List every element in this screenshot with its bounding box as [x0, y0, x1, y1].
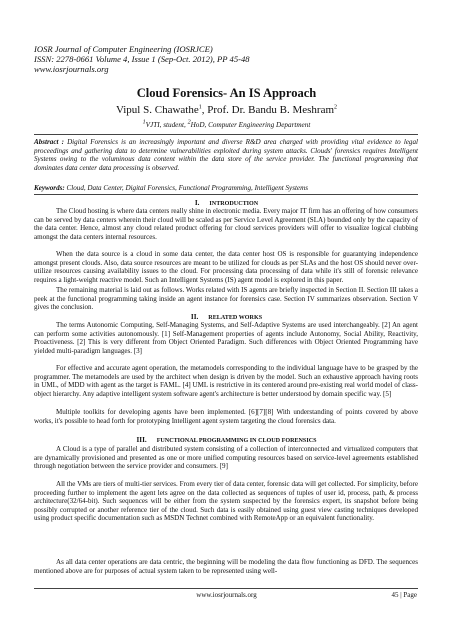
abstract-bottom-rule [34, 194, 418, 195]
footer-url: www.iosrjournals.org [196, 591, 257, 599]
affiliation-2: HoD, Computer Engineering Department [190, 121, 311, 129]
footer-page-number: 45 | Page [391, 591, 417, 599]
section-heading-related [0, 313, 453, 321]
journal-header [34, 44, 250, 74]
paragraph: The terms Autonomic Computing, Self-Managing Systems, and Self-Adaptive Systems are used interchangeably. [2] An agent can perform some activities autonomously. [1] Self-Management properties of agents include Autonomy, Social Ability, Reactivity, Proactiveness. [2] This is very different from Object Oriented Paradigm. Such differences with Object Oriented Programming have yielded multi-paradigm languages. [3] [34, 321, 418, 355]
keywords-text: Cloud, Data Center, Digital Forensics, Functional Programming, Intelligent Systems [64, 184, 308, 192]
paragraph: All the VMs are tiers of multi-tier services. From every tier of data center, forensic data will get collected. For simplicity, before proceeding further to implement the agent lets agree on the data collected as sequences of tuples of user id, process, path, & process architecture(32/64-bit). Such sequences will be either from the system suspected by the forensics expert, its snapshot before being possibly corrupted or another reference tier of the cloud. Such data is easily obtained using guest view casting techniques developed using product specific documentation such as MSDN Technet combined with RemoteApp or an equivalent functionality. [34, 480, 418, 523]
paragraph: The remaining material is laid out as follows. Works related with IS agents are briefly inspected in Section II. Section III takes a peek at the functional programming taking inside an agent instance for forensics case. Section IV summarizes observation. Section V gives the conclusion. [34, 286, 418, 312]
author-1-sup: 1 [198, 104, 202, 111]
author-1: Vipul S. Chawathe [115, 104, 199, 116]
paragraph: The Cloud hosting is where data centers really shine in electronic media. Every major IT firm has an offering of how consumers can be served by data centers wherein their cloud will be scaled as per Service Level Agreement (SLA) bounded only by the capacity of the data center. Hence, almost any cloud related product offering for cloud services providers will offer to visualize logical clubbing amongst the data centers internal resources. [34, 207, 418, 241]
affiliation-1: VJTI, student, [145, 121, 188, 129]
section-number: II. [190, 313, 199, 321]
paragraph: As all data center operations are data centric, the beginning will be modeling the data flow functioning as DFD. The sequences mentioned above are for purposes of actual system taken to be represented using well- [34, 558, 418, 575]
paragraph: For effective and accurate agent operation, the metamodels corresponding to the individual language have to be grasped by the programmer. The metamodels are used by the architect when design is driven by the model. Such an exhaustive approach having roots in UML, of MDD with agent as the target is FAML. [4] UML is restrictive in its centered around pre-existing real world model of class-object hierarchy. Any adaptive intelligent system software agent's architecture is better understood by domain specific way. [5] [34, 364, 418, 398]
affiliation-sup-2: 2 [187, 119, 191, 126]
affiliation-sup-1: 1 [142, 119, 146, 126]
author-2-sup: 2 [334, 104, 338, 111]
paragraph: When the data source is a cloud in some data center, the data center host OS is responsible for guarantying independence amongst present clouds. Also, data source resources are meant to be utilized for clouds as per SLAs and the host OS should never over-utilize resources causing availability issues to the cloud. For processing data processing of data while it's still of forensic relevance requires a light-weight reactive model. Such an Intelligent Systems (IS) agent model is explored in this paper. [34, 250, 418, 284]
abstract-top-rule [34, 134, 418, 135]
keywords-label: Keywords: [34, 184, 65, 192]
author-2: , Prof. Dr. Bandu B. Meshram [201, 104, 335, 116]
abstract-label: Abstract : [34, 138, 64, 146]
section-heading-intro [0, 199, 453, 207]
paper-title: Cloud Forensics- An IS Approach [136, 86, 317, 100]
journal-issn: ISSN: 2278-0661 Volume 4, Issue 1 (Sep-Oct. 2012), PP 45-48 [34, 54, 250, 64]
section-name: FUNCTIONAL PROGRAMMING IN CLOUD FORENSICS [156, 438, 317, 444]
section-heading-functional [0, 436, 453, 444]
section-number: III. [136, 436, 147, 444]
affiliation [0, 121, 453, 129]
section-number: I. [194, 199, 200, 207]
section-name: RELATED WORKS [208, 315, 263, 321]
abstract-text: Digital Forensics is an increasingly important and diverse R&D area charged with providing vital evidence to legal proceedings and gathering data to determine vulnerabilities exploited during system attacks. Clouds' forensics requires Intelligent Systems owing to the voluminous data content within the data store of the service provider. The functional programming that dominates data center data processing is observed. [34, 138, 418, 172]
abstract [34, 138, 418, 172]
journal-site: www.iosrjournals.org [34, 64, 109, 74]
author-line [0, 104, 453, 116]
paragraph: Multiple toolkits for developing agents have been implemented. [6][7][8] With understanding of points covered by above works, it's possible to head forth for prototyping Intelligent agent system targeting the cloud forensics data. [34, 408, 418, 425]
journal-name: IOSR Journal of Computer Engineering (IOSRJCE) [34, 44, 213, 54]
paragraph: A Cloud is a type of parallel and distributed system consisting of a collection of interconnected and virtualized computers that are dynamically provisioned and presented as one or more unified computing resources based on service-level agreements established through negotiation between the service provider and consumers. [9] [34, 445, 418, 471]
section-name: INTRODUCTION [209, 201, 259, 207]
keywords [34, 184, 418, 193]
footer-rule [34, 588, 418, 589]
